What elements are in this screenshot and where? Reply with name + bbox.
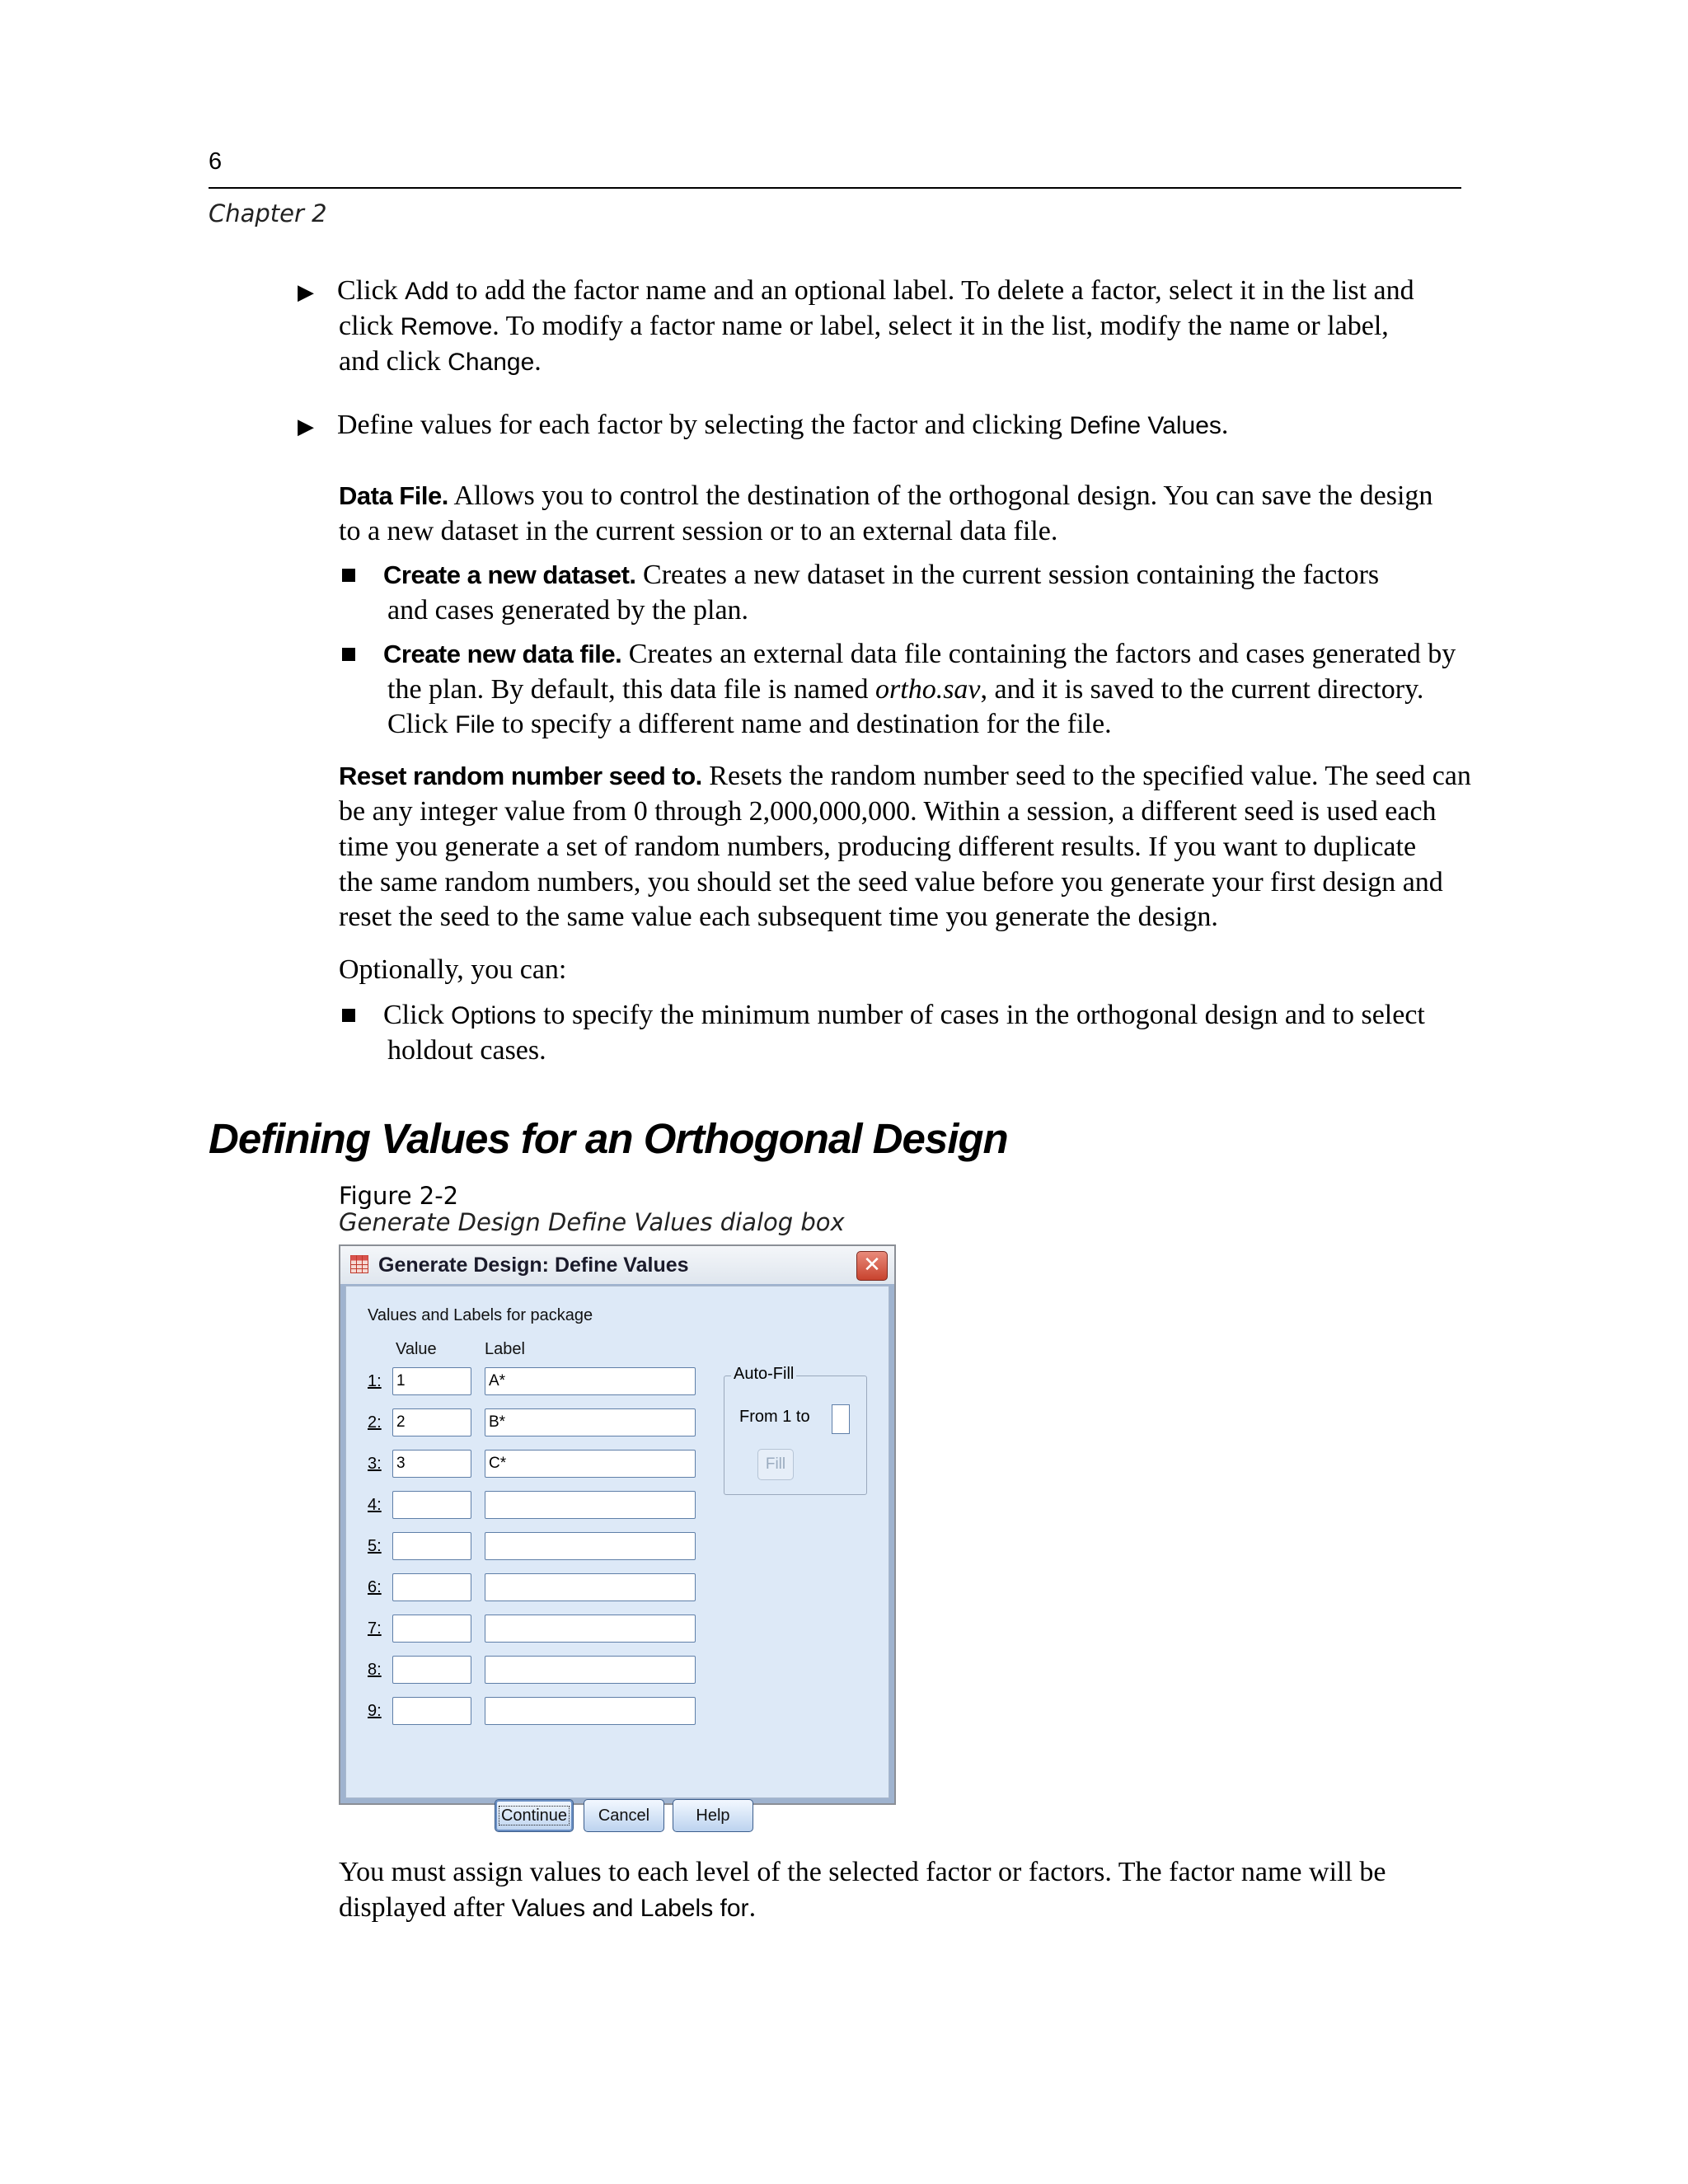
closing-line-2: displayed after Values and Labels for. xyxy=(339,1892,757,1923)
data-file-line-1: Data File. Allows you to control the destination of the orthogonal design. You can save the design xyxy=(339,480,1433,511)
row-number: 5: xyxy=(368,1537,382,1555)
options-line-1: Click Options to specify the minimum number of cases in the orthogonal design and to select xyxy=(383,1000,1425,1030)
data-grid-icon xyxy=(350,1255,368,1273)
label-input[interactable] xyxy=(485,1532,696,1560)
step-1-line-1: Click Add to add the factor name and an optional label. To delete a factor, select it in the list and xyxy=(337,275,1414,306)
options-line-2: holdout cases. xyxy=(387,1035,546,1066)
value-column-header: Value xyxy=(396,1340,437,1358)
closing-line-1: You must assign values to each level of the selected factor or factors. The factor name will be xyxy=(339,1857,1386,1887)
value-input[interactable] xyxy=(392,1491,471,1519)
bullet-square-icon xyxy=(342,648,355,661)
header-rule xyxy=(209,187,1461,189)
label-input[interactable] xyxy=(485,1491,696,1519)
value-input[interactable]: 3 xyxy=(392,1450,471,1478)
option-new-file-line-1: Create new data file. Creates an external data file containing the factors and cases generated by xyxy=(383,639,1456,669)
cancel-button[interactable]: Cancel xyxy=(584,1799,664,1832)
value-input[interactable]: 1 xyxy=(392,1367,471,1395)
auto-fill-legend: Auto-Fill xyxy=(731,1365,796,1384)
reset-seed-line-2: be any integer value from 0 through 2,000,000,000. Within a session, a different seed is used each xyxy=(339,796,1437,827)
label-input[interactable] xyxy=(485,1656,696,1684)
reset-seed-line-4: the same random numbers, you should set the seed value before you generate your first design and xyxy=(339,867,1443,898)
step-1-line-2: click Remove. To modify a factor name or label, select it in the list, modify the name or label, xyxy=(339,311,1389,341)
row-number: 4: xyxy=(368,1496,382,1514)
label-column-header: Label xyxy=(485,1340,525,1358)
option-new-file-line-2: the plan. By default, this data file is named ortho.sav, and it is saved to the current directory. xyxy=(387,674,1424,705)
label-input[interactable]: C* xyxy=(485,1450,696,1478)
optionally-intro: Optionally, you can: xyxy=(339,954,567,985)
label-input[interactable] xyxy=(485,1697,696,1725)
dialog-title: Generate Design: Define Values xyxy=(378,1254,689,1277)
value-input[interactable] xyxy=(392,1532,471,1560)
reset-seed-line-1: Reset random number seed to. Resets the random number seed to the specified value. The seed can xyxy=(339,761,1471,791)
values-labels-heading: Values and Labels for package xyxy=(368,1306,593,1324)
option-new-dataset-line-2: and cases generated by the plan. xyxy=(387,595,749,626)
value-input[interactable]: 2 xyxy=(392,1408,471,1436)
label-input[interactable]: A* xyxy=(485,1367,696,1395)
step-arrow-icon: ▶ xyxy=(298,415,314,439)
reset-seed-line-5: reset the seed to the same value each subsequent time you generate the design. xyxy=(339,902,1218,932)
help-button[interactable]: Help xyxy=(673,1799,753,1832)
row-number: 9: xyxy=(368,1702,382,1720)
continue-button-label: Continue xyxy=(499,1806,570,1825)
label-input[interactable] xyxy=(485,1573,696,1601)
value-input[interactable] xyxy=(392,1656,471,1684)
continue-button[interactable] xyxy=(495,1799,574,1832)
label-input[interactable] xyxy=(485,1615,696,1643)
bullet-square-icon xyxy=(342,1009,355,1022)
row-number: 1: xyxy=(368,1372,382,1390)
section-title: Defining Values for an Orthogonal Design xyxy=(209,1115,1008,1162)
value-input[interactable] xyxy=(392,1697,471,1725)
value-input[interactable] xyxy=(392,1615,471,1643)
dialog-titlebar[interactable] xyxy=(340,1246,894,1284)
define-values-dialog xyxy=(339,1244,896,1825)
step-arrow-icon: ▶ xyxy=(298,280,314,305)
from-label: From 1 to xyxy=(739,1408,810,1426)
option-new-file-line-3: Click File to specify a different name and destination for the file. xyxy=(387,709,1112,739)
figure-number: Figure 2-2 xyxy=(339,1182,459,1210)
row-number: 3: xyxy=(368,1455,382,1473)
row-number: 8: xyxy=(368,1661,382,1679)
close-button[interactable]: ✕ xyxy=(856,1251,888,1281)
label-input[interactable]: B* xyxy=(485,1408,696,1436)
page-number: 6 xyxy=(209,148,223,175)
fill-button[interactable]: Fill xyxy=(757,1449,794,1480)
dialog-client-area xyxy=(345,1286,889,1825)
reset-seed-line-3: time you generate a set of random numbers, producing different results. If you want to duplicate xyxy=(339,832,1417,862)
data-file-line-2: to a new dataset in the current session or to an external data file. xyxy=(339,516,1058,546)
option-new-dataset-line-1: Create a new dataset. Creates a new dataset in the current session containing the factors xyxy=(383,560,1380,590)
auto-fill-to-input[interactable] xyxy=(832,1404,850,1434)
value-input[interactable] xyxy=(392,1573,471,1601)
chapter-label: Chapter 2 xyxy=(209,199,327,227)
step-1-line-3: and click Change. xyxy=(339,346,542,377)
row-number: 6: xyxy=(368,1578,382,1596)
row-number: 2: xyxy=(368,1413,382,1432)
auto-fill-group xyxy=(724,1365,867,1495)
figure-caption: Generate Design Define Values dialog box xyxy=(339,1208,845,1236)
step-2-line: Define values for each factor by selecting the factor and clicking Define Values. xyxy=(337,410,1229,440)
bullet-square-icon xyxy=(342,569,355,582)
row-number: 7: xyxy=(368,1619,382,1638)
